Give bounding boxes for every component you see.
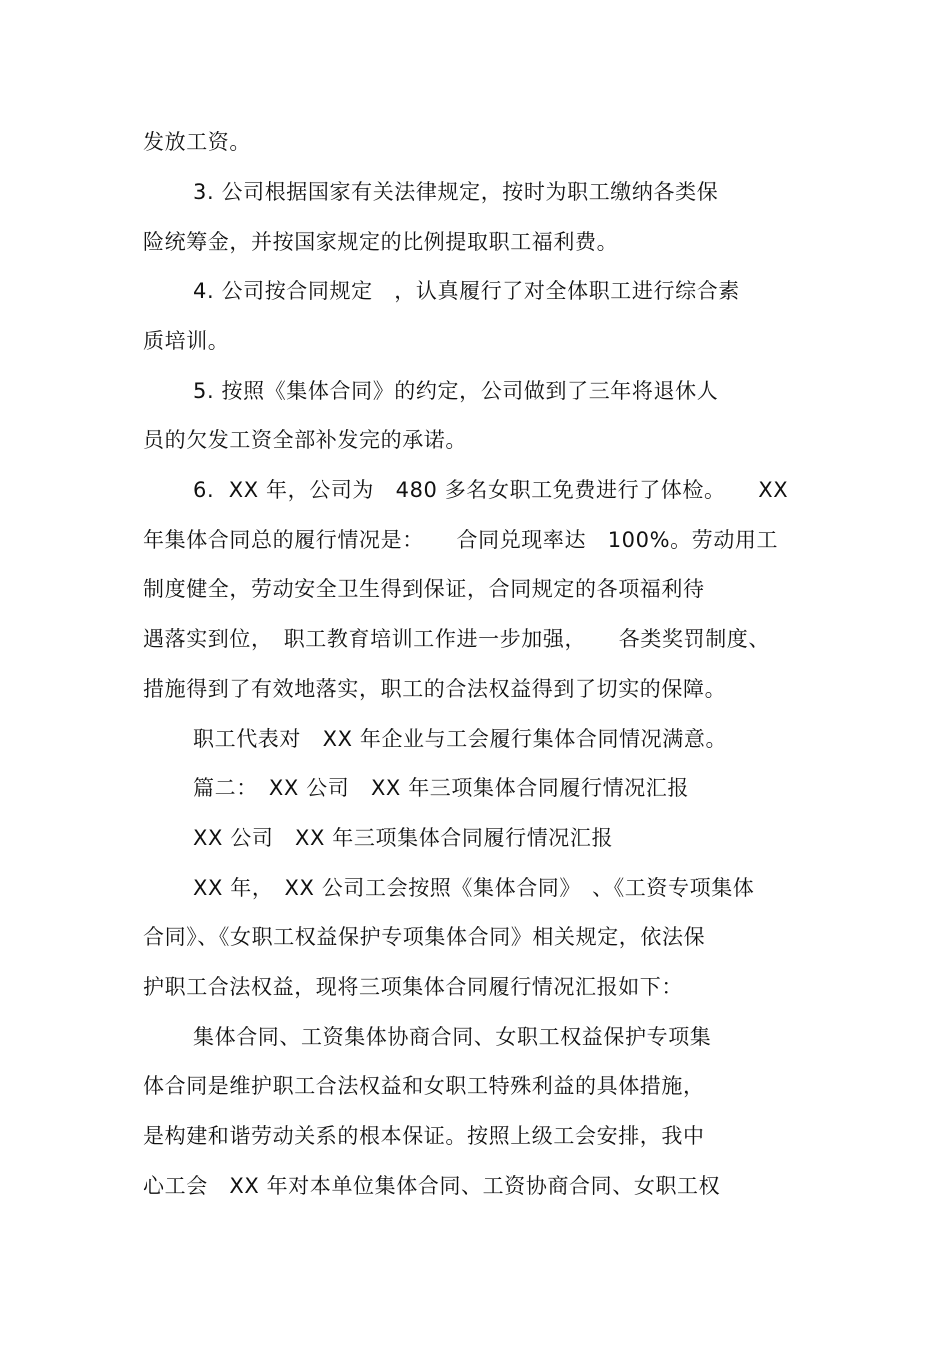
text-line: 是构建和谐劳动关系的根本保证。按照上级工会安排，我中	[143, 1124, 705, 1148]
text-line: XX 公司 XX 年三项集体合同履行情况汇报	[193, 826, 614, 850]
text-line: 发放工资。	[143, 130, 251, 154]
text-line: 险统筹金，并按国家规定的比例提取职工福利费。	[143, 230, 619, 254]
text-line: 护职工合法权益，现将三项集体合同履行情况汇报如下：	[143, 975, 683, 999]
text-line: 员的欠发工资全部补发完的承诺。	[143, 428, 467, 452]
text-line: 3. 公司根据国家有关法律规定，按时为职工缴纳各类保	[193, 180, 719, 204]
text-line: XX 年， XX 公司工会按照《集体合同》 、《工资专项集体	[193, 876, 755, 900]
text-line: 措施得到了有效地落实，职工的合法权益得到了切实的保障。	[143, 677, 727, 701]
text-line: 篇二： XX 公司 XX 年三项集体合同履行情况汇报	[193, 776, 689, 800]
text-line: 5. 按照《集体合同》的约定，公司做到了三年将退休人	[193, 379, 719, 403]
text-line: 职工代表对 XX 年企业与工会履行集体合同情况满意。	[193, 727, 728, 751]
text-line: 4. 公司按合同规定 ，认真履行了对全体职工进行综合素	[193, 279, 740, 303]
text-line: 年集体合同总的履行情况是： 合同兑现率达 100%。劳动用工	[143, 528, 779, 552]
text-line: 体合同是维护职工合法权益和女职工特殊利益的具体措施，	[143, 1074, 705, 1098]
text-line: 心工会 XX 年对本单位集体合同、工资协商合同、女职工权	[143, 1174, 721, 1198]
text-line: 6. XX 年，公司为 480 多名女职工免费进行了体检。 XX	[193, 478, 789, 502]
text-line: 遇落实到位， 职工教育培训工作进一步加强， 各类奖罚制度、	[143, 627, 770, 651]
text-line: 集体合同、工资集体协商合同、女职工权益保护专项集	[193, 1025, 712, 1049]
text-line: 质培训。	[143, 329, 230, 353]
text-line: 合同》、《女职工权益保护专项集体合同》相关规定，依法保	[143, 925, 706, 949]
text-line: 制度健全，劳动安全卫生得到保证，合同规定的各项福利待	[143, 577, 705, 601]
